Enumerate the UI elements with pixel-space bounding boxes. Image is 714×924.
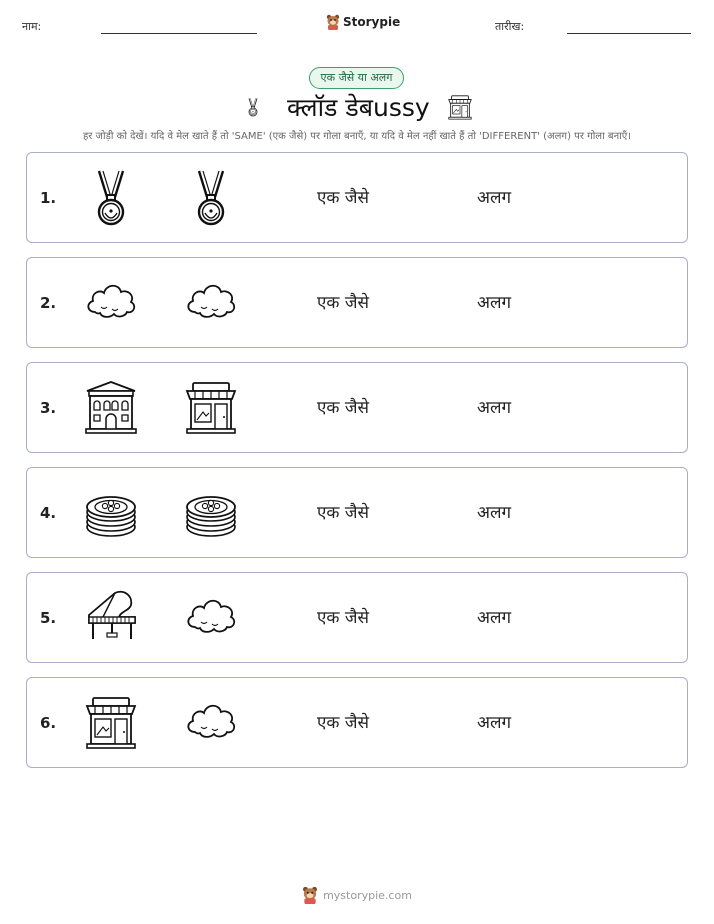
cloud-icon — [181, 692, 241, 752]
same-option[interactable]: एक जैसे — [317, 398, 369, 418]
row-number: 1. — [40, 189, 57, 207]
brand-logo — [326, 14, 400, 30]
storypie-mascot-icon — [326, 14, 340, 30]
piano-icon — [81, 587, 141, 647]
different-option[interactable]: अलग — [477, 713, 512, 733]
shop-icon — [181, 377, 241, 437]
different-option[interactable]: अलग — [477, 503, 512, 523]
shop-icon — [446, 93, 474, 121]
medal-icon — [81, 167, 141, 227]
instructions: हर जोड़ी को देखें। यदि वे मेल खाते हैं तो 'SAME' (एक जैसे) पर गोला बनाएँ, या यदि वे मेल नहीं खाते हैं तो 'DIFFERENT' (अलग) पर गोला बनाएँ। — [82, 131, 632, 142]
same-option[interactable]: एक जैसे — [317, 713, 369, 733]
row-number: 6. — [40, 714, 57, 732]
name-label: नाम: — [22, 20, 42, 33]
row-number: 4. — [40, 504, 57, 522]
question-row-2 — [26, 257, 688, 348]
shop-icon — [81, 692, 141, 752]
same-option[interactable]: एक जैसे — [317, 503, 369, 523]
brand-name: Storypie — [343, 15, 401, 29]
plate-stack-icon — [81, 482, 141, 542]
same-option[interactable]: एक जैसे — [317, 293, 369, 313]
different-option[interactable]: अलग — [477, 608, 512, 628]
building-icon — [81, 377, 141, 437]
different-option[interactable]: अलग — [477, 398, 512, 418]
same-option[interactable]: एक जैसे — [317, 188, 369, 208]
different-option[interactable]: अलग — [477, 293, 512, 313]
page-title: क्लॉड डेबussy — [287, 93, 430, 122]
storypie-mascot-icon — [302, 886, 318, 904]
name-line[interactable] — [101, 33, 257, 34]
cloud-icon — [181, 587, 241, 647]
row-number: 2. — [40, 294, 57, 312]
question-row-5 — [26, 572, 688, 663]
same-option[interactable]: एक जैसे — [317, 608, 369, 628]
row-number: 3. — [40, 399, 57, 417]
question-row-4 — [26, 467, 688, 558]
cloud-icon — [181, 272, 241, 332]
question-row-6 — [26, 677, 688, 768]
medal-icon — [243, 91, 263, 123]
question-row-3 — [26, 362, 688, 453]
date-label: तारीख: — [495, 20, 525, 33]
medal-icon — [181, 167, 241, 227]
row-number: 5. — [40, 609, 57, 627]
cloud-icon — [81, 272, 141, 332]
date-line[interactable] — [567, 33, 691, 34]
question-row-1 — [26, 152, 688, 243]
different-option[interactable]: अलग — [477, 188, 512, 208]
footer-website[interactable]: mystorypie.com — [323, 888, 412, 902]
footer — [0, 886, 714, 904]
plate-stack-icon — [181, 482, 241, 542]
worksheet-type-badge: एक जैसे या अलग — [309, 67, 404, 89]
